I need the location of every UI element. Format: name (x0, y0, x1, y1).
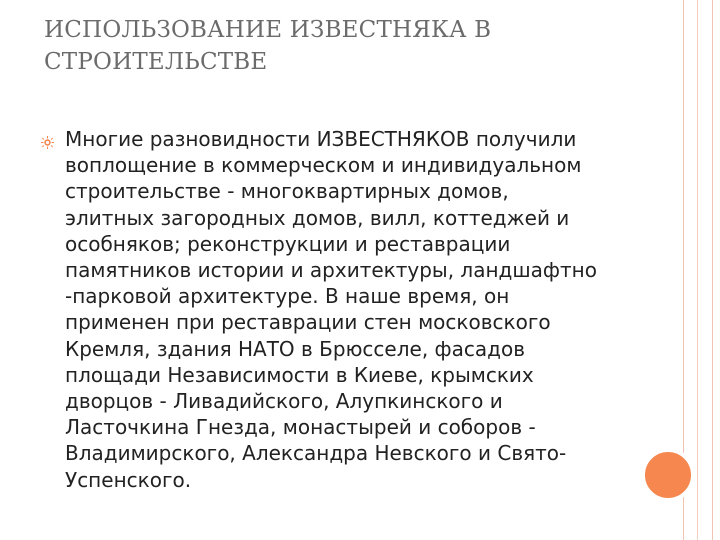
paragraph-line: строительстве - многоквартирных домов, (65, 179, 509, 204)
paragraph-line: Кремля, здания НАТО в Брюсселе, фасадов (65, 336, 525, 361)
slide-title (44, 14, 664, 78)
decorative-orange-circle (641, 448, 695, 502)
paragraph-line: особняков; реконструкции и реставрации (65, 231, 511, 256)
paragraph-line: воплощение в коммерческом и индивидуальном (65, 153, 582, 178)
paragraph-line: -парковой архитектуре. В наше время, он (65, 284, 510, 309)
paragraph-line: площади Независимости в Киеве, крымских (65, 362, 534, 387)
sun-bullet-icon (41, 136, 54, 149)
paragraph-line: Успенского. (65, 467, 192, 492)
decorative-border-line (697, 0, 698, 540)
paragraph-line: дворцов - Ливадийского, Алупкинского и (65, 389, 503, 414)
slide-title-line: СТРОИТЕЛЬСТВЕ (44, 49, 268, 75)
paragraph-line: Владимирского, Александра Невского и Свято- (65, 441, 567, 466)
paragraph-line: Ласточкина Гнезда, монастырей и соборов - (65, 415, 536, 440)
paragraph-line: Многие разновидности ИЗВЕСТНЯКОВ получили (65, 127, 577, 151)
slide-title-line: ИСПОЛЬЗОВАНИЕ ИЗВЕСТНЯКА В (44, 17, 492, 43)
bullet-paragraph (65, 126, 645, 493)
paragraph-line: элитных загородных домов, вилл, коттеджей и (65, 205, 570, 230)
paragraph-line: применен при реставрации стен московского (65, 310, 551, 335)
paragraph-line: памятников истории и архитектуры, ландшафтно (65, 258, 597, 283)
